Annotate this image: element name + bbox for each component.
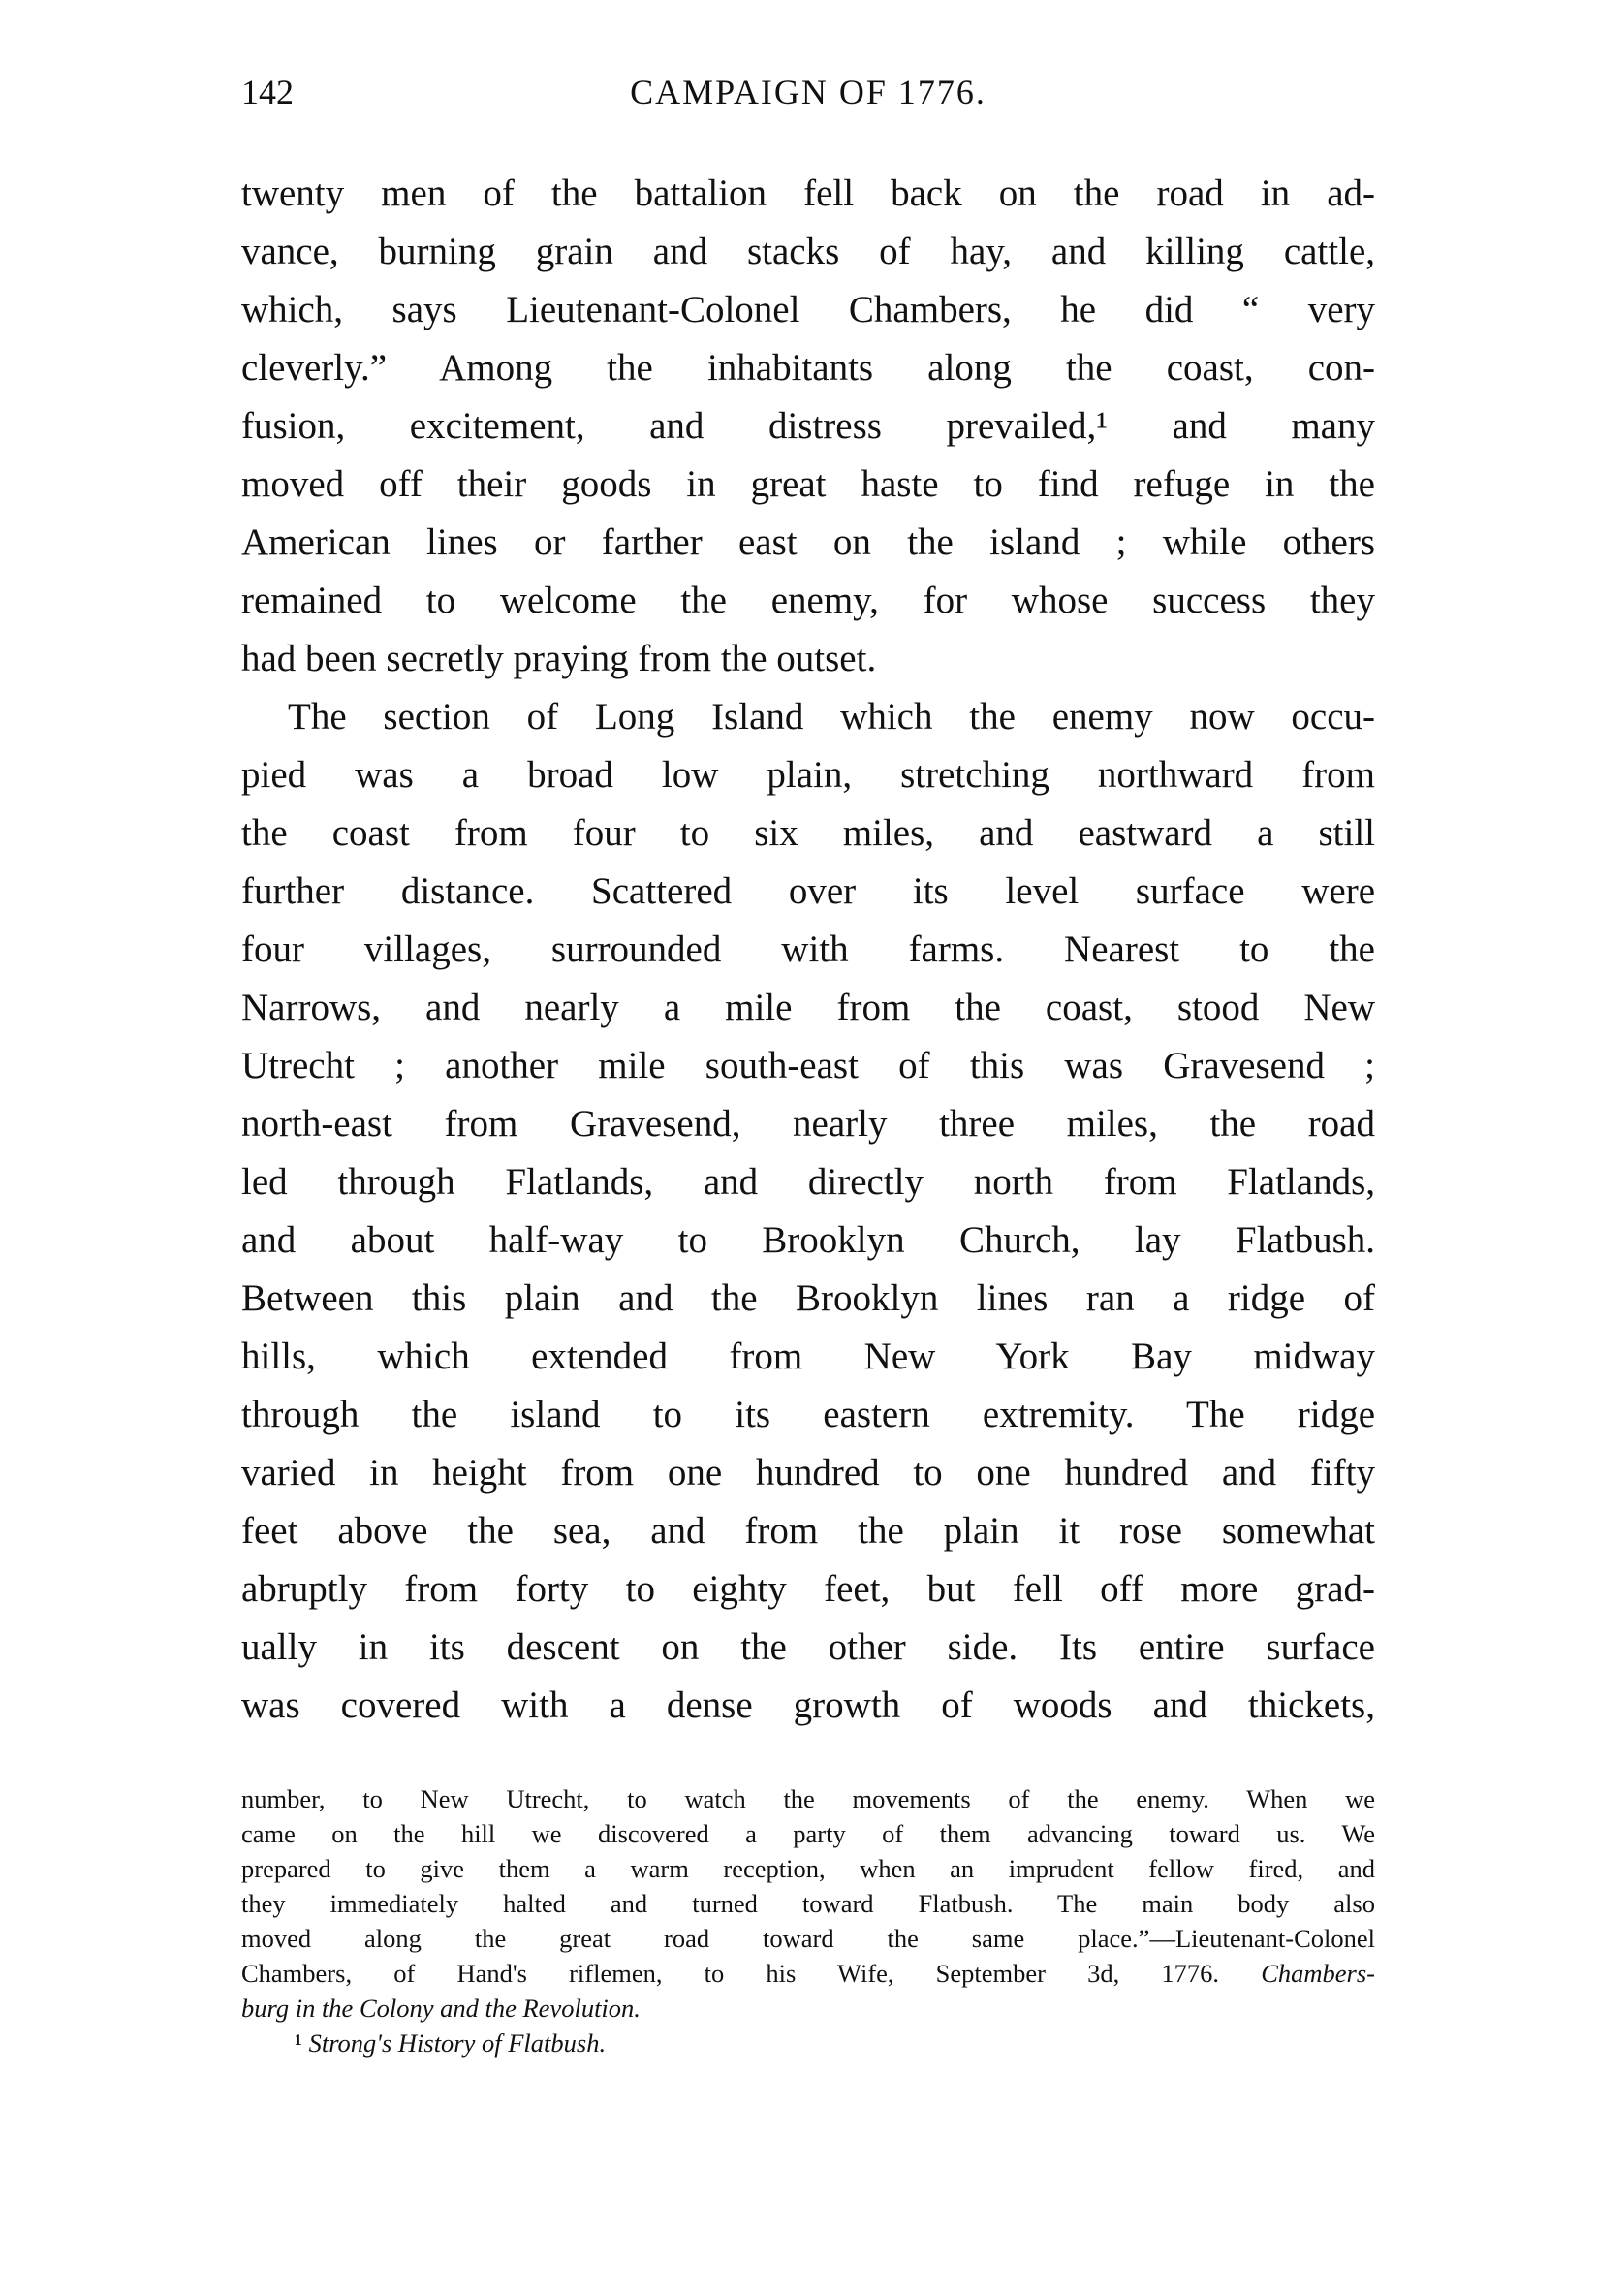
- body-line: ually in its descent on the other side. Its entire surface: [241, 1626, 1375, 1668]
- body-line: through the island to its eastern extremity. The ridge: [241, 1394, 1375, 1435]
- body-text: [241, 165, 1375, 1735]
- body-line: four villages, surrounded with farms. Nearest to the: [241, 928, 1375, 970]
- page-number: 142: [241, 73, 294, 111]
- body-line: which, says Lieutenant-Colonel Chambers, he did “ very: [241, 289, 1375, 330]
- footnotes: [241, 1781, 1375, 2060]
- body-line: led through Flatlands, and directly north from Flatlands,: [241, 1161, 1375, 1203]
- body-line: moved off their goods in great haste to find refuge in the: [241, 463, 1375, 505]
- body-line: cleverly.” Among the inhabitants along the coast, con-: [241, 347, 1375, 389]
- footnote-line: [241, 1956, 1375, 1991]
- running-title: CAMPAIGN OF 1776.: [630, 73, 986, 111]
- footnote-text: Chambers, of Hand's riflemen, to his Wife, September 3d, 1776.: [241, 1959, 1220, 1988]
- footnote-line: number, to New Utrecht, to watch the movements of the enemy. When we: [241, 1784, 1375, 1813]
- body-line: further distance. Scattered over its level surface were: [241, 870, 1375, 912]
- body-line: vance, burning grain and stacks of hay, and killing cattle,: [241, 231, 1375, 272]
- footnote-1: [241, 2026, 1375, 2060]
- footnote-line: prepared to give them a warm reception, when an imprudent fellow fired, and: [241, 1854, 1375, 1883]
- body-line: had been secretly praying from the outset.: [241, 638, 877, 679]
- footnote-italic-title: Chambers-: [1261, 1959, 1375, 1988]
- body-line: feet above the sea, and from the plain it rose somewhat: [241, 1510, 1375, 1552]
- footnote-line: they immediately halted and turned toward Flatbush. The main body also: [241, 1889, 1375, 1918]
- body-line: and about half-way to Brooklyn Church, lay Flatbush.: [241, 1219, 1375, 1261]
- body-line: twenty men of the battalion fell back on the road in ad-: [241, 173, 1375, 214]
- footnote-italic-title: burg in the Colony and the Revolution.: [241, 1994, 641, 2023]
- footnote-1-text: Strong's History of Flatbush.: [308, 2029, 607, 2058]
- footnote-marker: ¹: [295, 2029, 302, 2058]
- body-line: the coast from four to six miles, and eastward a still: [241, 812, 1375, 854]
- body-line: American lines or farther east on the island ; while others: [241, 521, 1375, 563]
- footnote-line: moved along the great road toward the same place.”—Lieutenant-Colonel: [241, 1924, 1375, 1953]
- body-line: varied in height from one hundred to one hundred and fifty: [241, 1452, 1375, 1494]
- body-line: Narrows, and nearly a mile from the coast, stood New: [241, 987, 1375, 1028]
- body-line: Utrecht ; another mile south-east of this was Gravesend ;: [241, 1045, 1375, 1086]
- body-line: north-east from Gravesend, nearly three miles, the road: [241, 1103, 1375, 1145]
- page-header: [241, 72, 1375, 120]
- body-line: pied was a broad low plain, stretching northward from: [241, 754, 1375, 796]
- body-line: fusion, excitement, and distress prevailed,¹ and many: [241, 405, 1375, 447]
- footnote-line: came on the hill we discovered a party of them advancing toward us. We: [241, 1819, 1375, 1848]
- body-line: was covered with a dense growth of woods and thickets,: [241, 1684, 1375, 1726]
- footnote-line: [241, 1991, 1375, 2026]
- body-line: abruptly from forty to eighty feet, but fell off more grad-: [241, 1568, 1375, 1610]
- body-line: The section of Long Island which the enemy now occu-: [288, 696, 1375, 738]
- body-line: remained to welcome the enemy, for whose success they: [241, 580, 1375, 621]
- body-line: hills, which extended from New York Bay midway: [241, 1336, 1375, 1377]
- body-line: Between this plain and the Brooklyn lines ran a ridge of: [241, 1277, 1375, 1319]
